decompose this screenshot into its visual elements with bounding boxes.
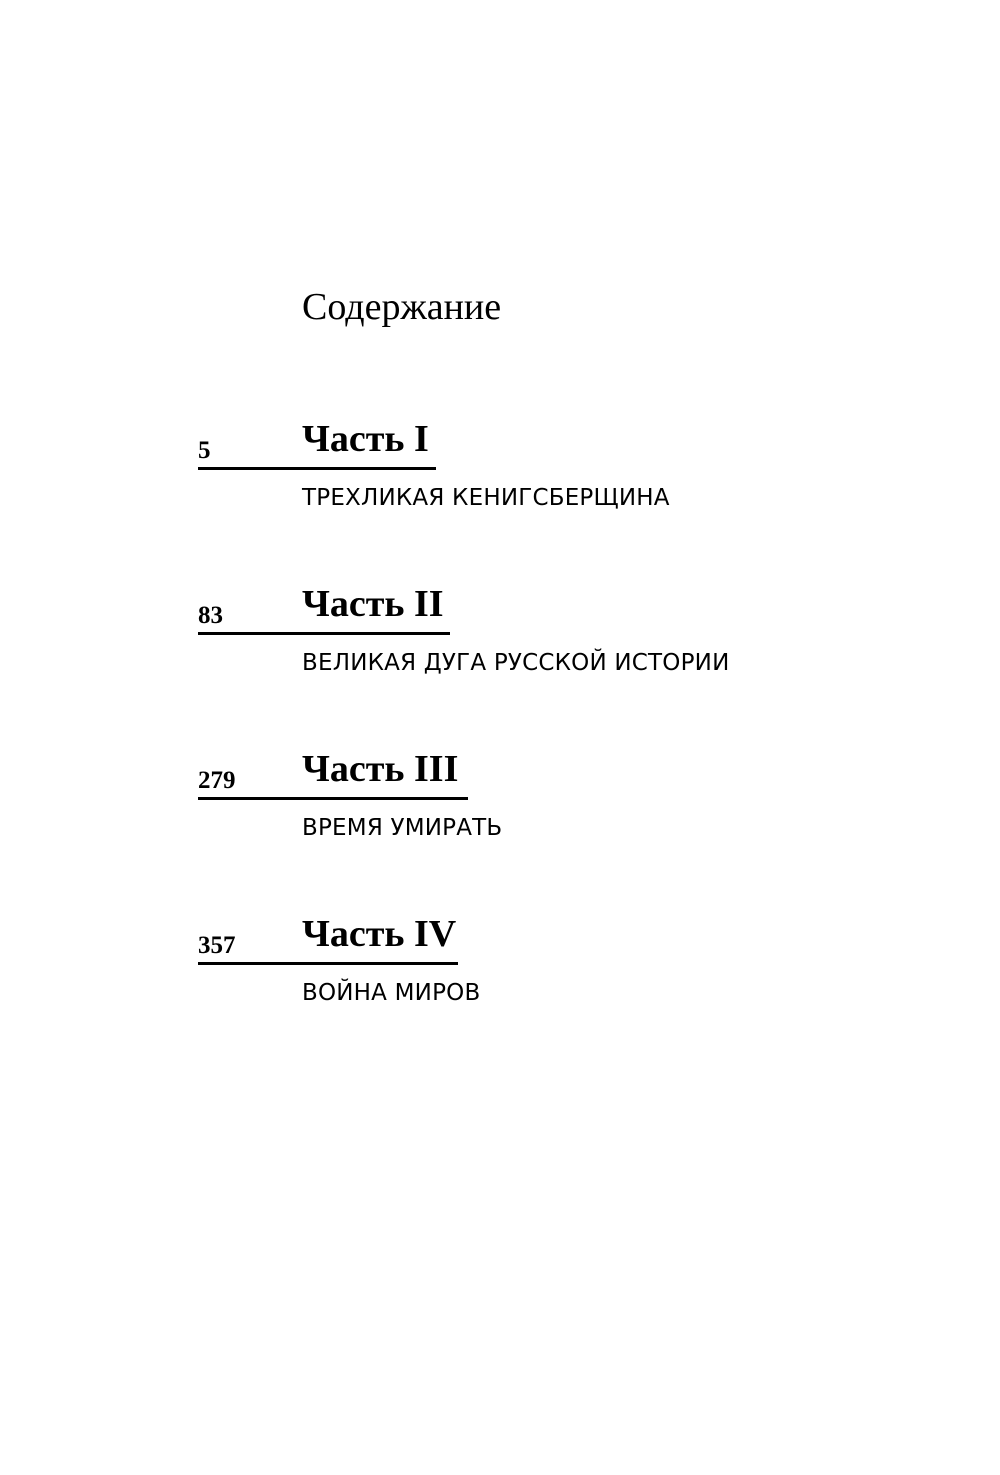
entry-underline: [198, 632, 450, 635]
entry-underline: [198, 467, 436, 470]
entry-subtitle: ВЕЛИКАЯ ДУГА РУССКОЙ ИСТОРИИ: [302, 650, 730, 676]
entry-subtitle: ТРЕХЛИКАЯ КЕНИГСБЕРЩИНА: [302, 485, 670, 511]
entry-underline: [198, 962, 458, 965]
entry-part-title: Часть III: [302, 748, 459, 790]
entry-page-number: 279: [198, 767, 236, 794]
toc-entry-part-4: [198, 915, 898, 1025]
entry-page-number: 357: [198, 932, 236, 959]
toc-entry-part-3: [198, 750, 898, 860]
toc-entry-part-2: [198, 585, 898, 695]
toc-title: Содержание: [302, 286, 502, 328]
entry-part-title: Часть IV: [302, 913, 457, 955]
entry-underline: [198, 797, 468, 800]
entry-part-title: Часть I: [302, 418, 429, 460]
toc-entry-part-1: [198, 420, 898, 530]
entry-page-number: 5: [198, 437, 211, 464]
entry-part-title: Часть II: [302, 583, 444, 625]
entry-page-number: 83: [198, 602, 223, 629]
entry-subtitle: ВОЙНА МИРОВ: [302, 980, 481, 1006]
entry-subtitle: ВРЕМЯ УМИРАТЬ: [302, 815, 503, 841]
